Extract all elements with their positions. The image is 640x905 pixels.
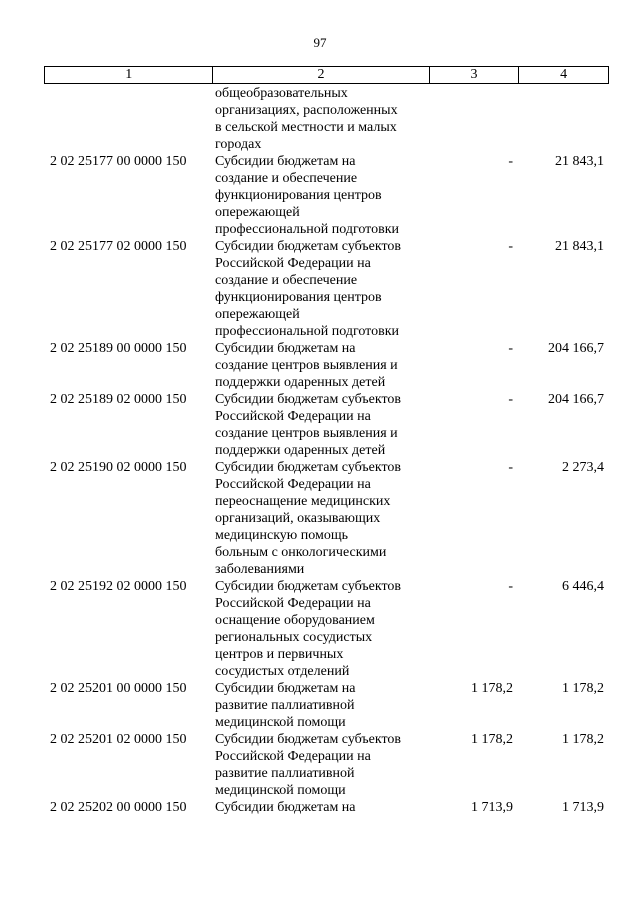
table-row	[44, 459, 609, 578]
name-line: Субсидии бюджетам на	[215, 681, 356, 696]
name-line: развитие паллиативной	[215, 698, 355, 713]
name-cell	[212, 578, 429, 680]
table-row	[44, 731, 609, 799]
table-row	[44, 238, 609, 340]
name-line: Субсидии бюджетам субъектов	[215, 732, 402, 747]
name-line: Субсидии бюджетам субъектов	[215, 392, 402, 407]
name-line: больным с онкологическими	[215, 545, 387, 560]
col3-value: -	[508, 341, 513, 356]
name-line: Российской Федерации на	[215, 256, 371, 271]
code-cell: 2 02 25190 02 0000 150	[50, 460, 187, 475]
name-line: Субсидии бюджетам субъектов	[215, 579, 402, 594]
header-col-2: 2	[212, 67, 428, 83]
name-line: медицинской помощи	[215, 783, 346, 798]
code-cell: 2 02 25201 02 0000 150	[50, 732, 187, 747]
col4-value: 204 166,7	[548, 341, 604, 356]
code-cell: 2 02 25177 02 0000 150	[50, 239, 187, 254]
name-line: Российской Федерации на	[215, 749, 371, 764]
name-cell	[212, 85, 429, 153]
name-line: Субсидии бюджетам на	[215, 154, 356, 169]
col4-value: 1 178,2	[562, 732, 604, 747]
name-line: Российской Федерации на	[215, 477, 371, 492]
name-line: профессиональной подготовки	[215, 324, 399, 339]
name-line: создание центров выявления и	[215, 426, 398, 441]
table-row	[44, 153, 609, 238]
col3-value: 1 178,2	[471, 681, 513, 696]
table-row	[44, 391, 609, 459]
table-header	[44, 66, 609, 84]
name-line: Российской Федерации на	[215, 409, 371, 424]
name-line: переоснащение медицинских	[215, 494, 391, 509]
code-cell	[44, 85, 212, 153]
col3-value: 1 178,2	[471, 732, 513, 747]
name-line: поддержки одаренных детей	[215, 443, 386, 458]
name-line: опережающей	[215, 205, 300, 220]
col4-value: 1 713,9	[562, 800, 604, 815]
continuation-row	[44, 85, 609, 153]
name-line: сосудистых отделений	[215, 664, 350, 679]
name-cell	[212, 391, 429, 459]
name-line: развитие паллиативной	[215, 766, 355, 781]
code-cell: 2 02 25202 00 0000 150	[50, 800, 187, 815]
name-line: Субсидии бюджетам на	[215, 341, 356, 356]
name-line: профессиональной подготовки	[215, 222, 399, 237]
name-line: создание центров выявления и	[215, 358, 398, 373]
header-col-4: 4	[518, 67, 608, 83]
col4-value: 1 178,2	[562, 681, 604, 696]
name-cell	[212, 680, 429, 731]
name-line: функционирования центров	[215, 290, 382, 305]
name-cell	[212, 153, 429, 238]
name-line: общеобразовательных	[215, 86, 348, 101]
name-cell	[212, 340, 429, 391]
name-cell	[212, 731, 429, 799]
code-cell: 2 02 25189 00 0000 150	[50, 341, 187, 356]
name-line: в сельской местности и малых	[215, 120, 397, 135]
col4-value: 2 273,4	[562, 460, 604, 475]
col3-value: -	[508, 460, 513, 475]
name-cell	[212, 799, 429, 816]
code-cell: 2 02 25201 00 0000 150	[50, 681, 187, 696]
name-line: медицинскую помощь	[215, 528, 349, 543]
header-col-1: 1	[125, 67, 133, 82]
table-row	[44, 799, 609, 816]
col3-value: -	[508, 579, 513, 594]
name-line: опережающей	[215, 307, 300, 322]
name-line: создание и обеспечение	[215, 171, 358, 186]
name-line: организаций, оказывающих	[215, 511, 381, 526]
code-cell: 2 02 25189 02 0000 150	[50, 392, 187, 407]
col4-value: 6 446,4	[562, 579, 604, 594]
page-number: 97	[313, 35, 327, 50]
name-line: Субсидии бюджетам на	[215, 800, 356, 815]
col4-value	[519, 85, 609, 153]
name-line: региональных сосудистых	[215, 630, 373, 645]
name-line: городах	[215, 137, 262, 152]
name-line: создание и обеспечение	[215, 273, 358, 288]
col4-value: 21 843,1	[555, 154, 604, 169]
name-line: организациях, расположенных	[215, 103, 398, 118]
name-line: медицинской помощи	[215, 715, 346, 730]
col4-value: 21 843,1	[555, 239, 604, 254]
col3-value: -	[508, 239, 513, 254]
name-line: заболеваниями	[215, 562, 305, 577]
table-row	[44, 680, 609, 731]
col3-value: 1 713,9	[471, 800, 513, 815]
name-line: Субсидии бюджетам субъектов	[215, 460, 402, 475]
col3-value	[429, 85, 519, 153]
col4-value: 204 166,7	[548, 392, 604, 407]
table-body	[44, 85, 609, 816]
table-row	[44, 340, 609, 391]
name-line: оснащение оборудованием	[215, 613, 375, 628]
name-line: центров и первичных	[215, 647, 344, 662]
code-cell: 2 02 25177 00 0000 150	[50, 154, 187, 169]
col3-value: -	[508, 392, 513, 407]
name-cell	[212, 459, 429, 578]
table-row	[44, 578, 609, 680]
code-cell: 2 02 25192 02 0000 150	[50, 579, 187, 594]
name-line: Субсидии бюджетам субъектов	[215, 239, 402, 254]
name-line: Российской Федерации на	[215, 596, 371, 611]
name-line: поддержки одаренных детей	[215, 375, 386, 390]
header-col-3: 3	[429, 67, 519, 83]
name-cell	[212, 238, 429, 340]
name-line: функционирования центров	[215, 188, 382, 203]
col3-value: -	[508, 154, 513, 169]
